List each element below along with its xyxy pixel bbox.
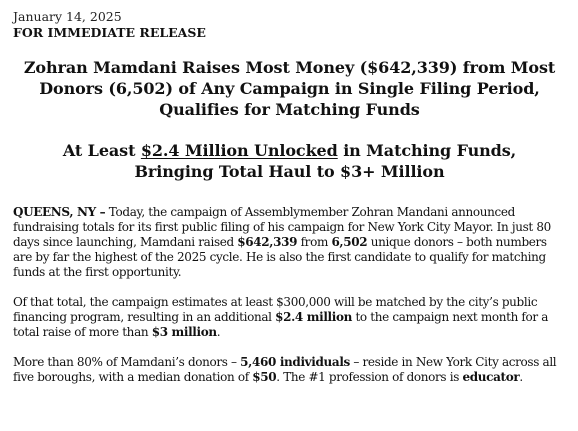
amount-raised: $642,339 xyxy=(237,235,298,249)
subheadline-line-1 xyxy=(13,140,566,161)
p1-text-c: unique donors – both numbers are by far the highest of the 2025 cycle. He is also the first candidate to qualify for matching funds at the first opportunity. xyxy=(13,235,547,279)
release-date: January 14, 2025 xyxy=(13,9,122,24)
p3-text-c: . The #1 profession of donors is xyxy=(276,370,463,384)
subheadline-suffix: in Matching Funds, xyxy=(337,141,517,160)
subheadline xyxy=(13,140,566,182)
paragraph-fundraising xyxy=(13,205,566,280)
p3-text-a: More than 80% of Mamdani’s donors – xyxy=(13,355,241,369)
release-label: FOR IMMEDIATE RELEASE xyxy=(13,25,206,40)
headline xyxy=(13,57,566,120)
headline-line-2: Donors (6,502) of Any Campaign in Single Filing Period, xyxy=(39,79,540,98)
headline-line-1: Zohran Mamdani Raises Most Money ($642,339) from Most xyxy=(23,58,556,77)
median-donation: $50 xyxy=(252,370,277,384)
paragraph-matching xyxy=(13,295,566,340)
subheadline-underlined-amount: $2.4 Million Unlocked xyxy=(140,141,338,160)
total-raise: $3 million xyxy=(151,325,217,339)
p1-text-b: from xyxy=(297,235,332,249)
p3-text-d: . xyxy=(519,370,523,384)
subheadline-line-2: Bringing Total Haul to $3+ Million xyxy=(134,162,445,181)
p2-text-b: to the campaign next month for a total raise of more than xyxy=(13,310,549,339)
headline-line-3: Qualifies for Matching Funds xyxy=(159,100,420,119)
p3-text-b: – reside in New York City across all five boroughs, with a median donation of xyxy=(13,355,557,384)
top-profession: educator xyxy=(462,370,520,384)
matched-amount: $2.4 million xyxy=(275,310,352,324)
p2-text-c: . xyxy=(216,325,221,339)
donor-count: 6,502 xyxy=(331,235,368,249)
dateline: QUEENS, NY – xyxy=(13,205,106,219)
paragraph-donors xyxy=(13,355,566,385)
release-body xyxy=(13,205,566,385)
nyc-donor-count: 5,460 individuals xyxy=(240,355,350,369)
p1-text-a: Today, the campaign of Assemblymember Zohran Mandani announced fundraising totals for its first public filing of his campaign for New York City Mayor. In just 80 days since launching, Mamdani raised xyxy=(13,205,551,249)
p2-text-a: Of that total, the campaign estimates at least $300,000 will be matched by the city’s public financing program, resulting in an additional xyxy=(13,295,538,324)
subheadline-prefix: At Least xyxy=(62,141,141,160)
